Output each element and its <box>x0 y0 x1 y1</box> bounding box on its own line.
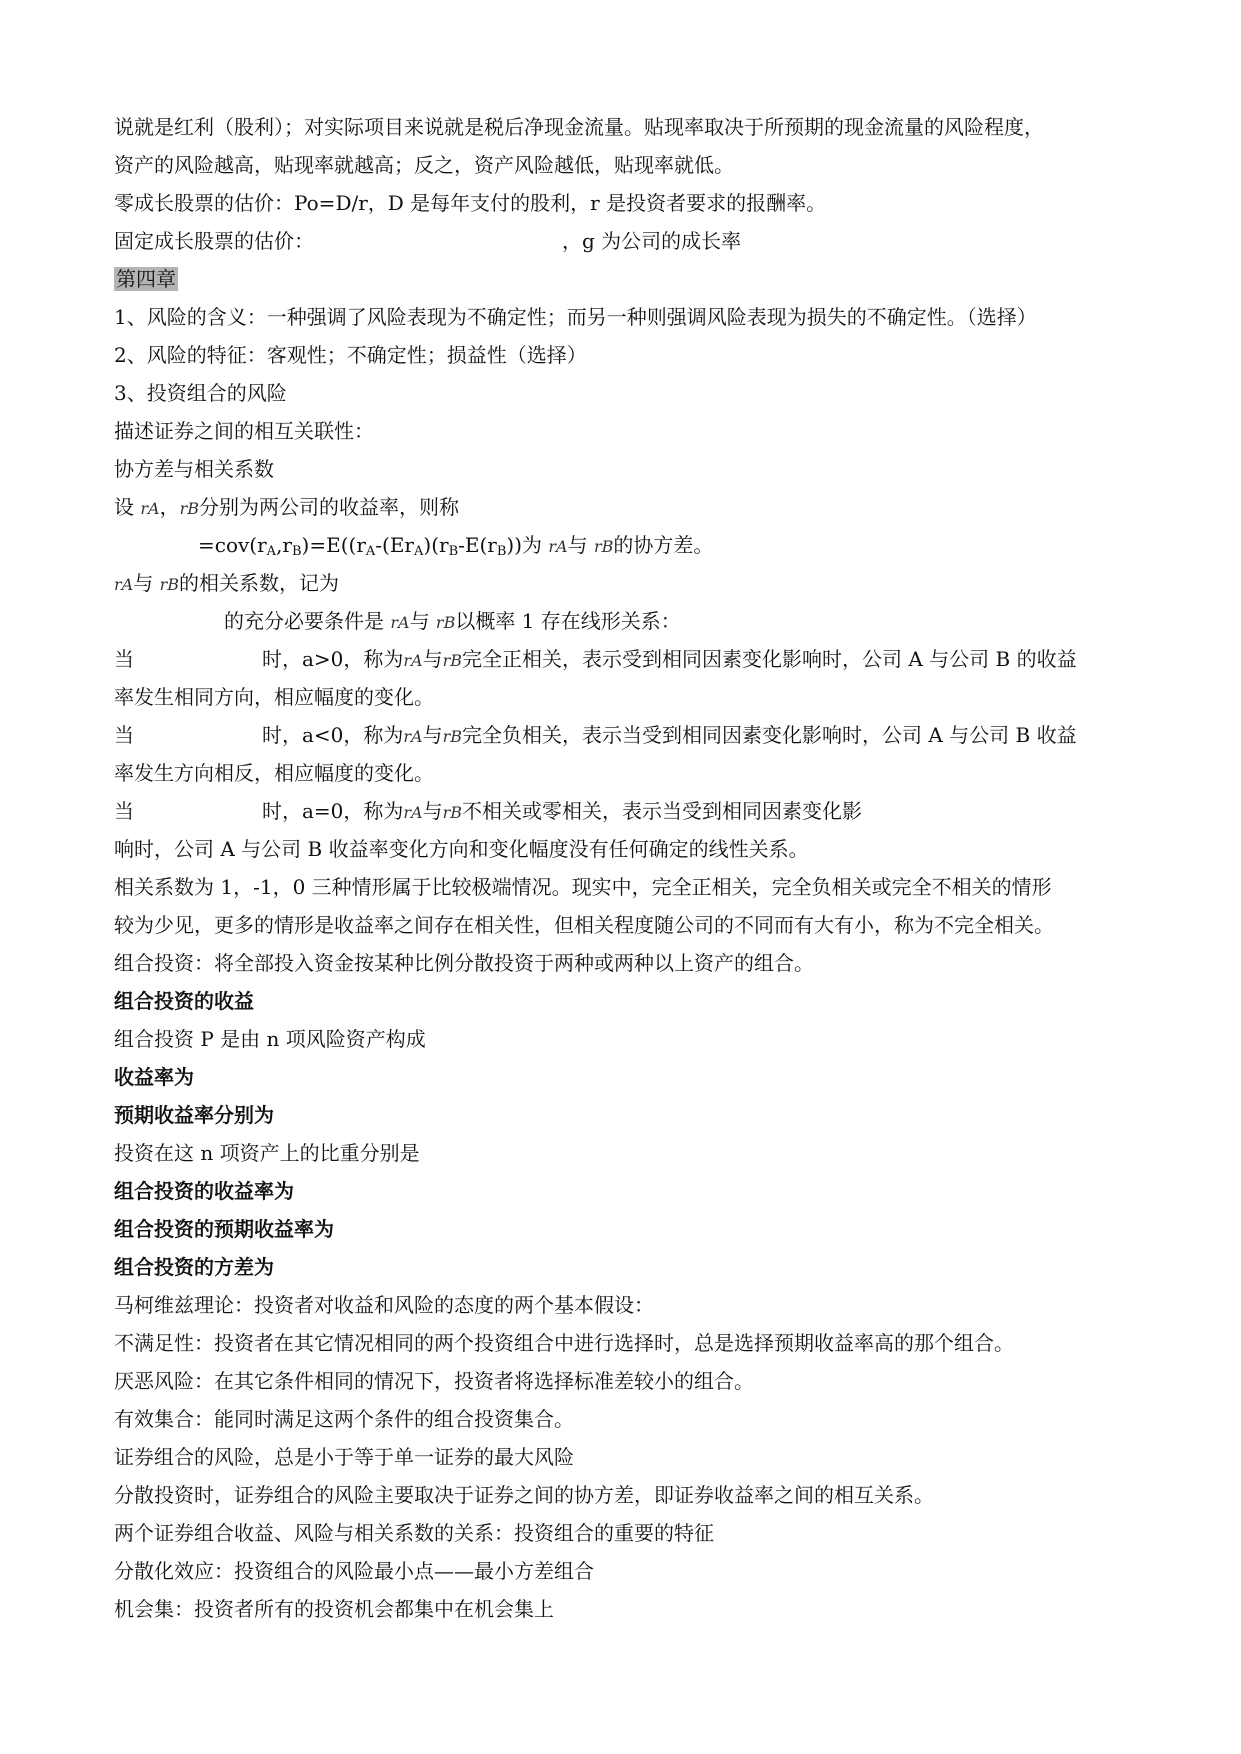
text-segment: 与 <box>422 723 443 747</box>
symbol-rA: rA <box>114 575 134 594</box>
text-segment: 与 <box>567 533 588 557</box>
text-segment: ， <box>159 495 180 519</box>
chapter-heading <box>114 266 178 292</box>
bold-line: 组合投资的预期收益率为 <box>114 1217 334 1241</box>
text-line: 说就是红利（股利）；对实际项目来说就是税后净现金流量。贴现率取决于所预期的现金流量的风险程度， <box>114 115 1044 139</box>
text-segment: 当 <box>114 799 134 823</box>
symbol-rA: rA <box>390 613 410 632</box>
symbol-rB: rB <box>442 803 463 822</box>
text-segment: 的相关系数，记为 <box>178 571 339 595</box>
subscript: A <box>365 544 376 559</box>
text-line: 投资在这 n 项资产上的比重分别是 <box>114 1141 420 1165</box>
formula-part: =cov(r <box>198 533 267 557</box>
symbol-rB: rB <box>435 613 456 632</box>
text-line-zero-corr <box>114 798 862 826</box>
text-segment: 与 <box>422 799 443 823</box>
formula-part: -E(r <box>458 533 497 557</box>
symbol-rB: rB <box>442 727 463 746</box>
text-line: 率发生方向相反，相应幅度的变化。 <box>114 761 434 785</box>
text-line: 2、风险的特征：客观性；不确定性；损益性（选择） <box>114 343 587 367</box>
text-line-negative-corr <box>114 722 1077 750</box>
section-heading: 组合投资的收益 <box>114 989 254 1013</box>
formula-part: )=E((r <box>301 533 366 557</box>
formula-part: ))为 <box>506 533 543 557</box>
bold-line: 组合投资的方差为 <box>114 1255 274 1279</box>
symbol-rB: rB <box>593 537 614 556</box>
text-line: 资产的风险越高，贴现率就越高；反之，资产风险越低，贴现率就低。 <box>114 153 734 177</box>
text-segment: 完全正相关，表示受到相同因素变化影响时，公司 A 与公司 B 的收益 <box>462 647 1077 671</box>
subscript: A <box>414 544 424 559</box>
text-line: 分散投资时，证券组合的风险主要取决于证券之间的协方差，即证券收益率之间的相互关系。 <box>114 1483 934 1507</box>
subscript: B <box>496 544 507 559</box>
text-line: 分散化效应：投资组合的风险最小点——最小方差组合 <box>114 1559 594 1583</box>
symbol-rB: rB <box>179 499 199 518</box>
subscript: B <box>291 544 302 559</box>
text-segment: 时，a>0，称为 <box>262 647 404 671</box>
symbol-rA: rA <box>403 651 423 670</box>
symbol-rA: rA <box>140 499 160 518</box>
text-line: 较为少见，更多的情形是收益率之间存在相关性，但相关程度随公司的不同而有大有小，称为不完全相关。 <box>114 913 1054 937</box>
bold-line: 预期收益率分别为 <box>114 1103 274 1127</box>
bold-line: 收益率为 <box>114 1065 194 1089</box>
text-segment: 的充分必要条件是 <box>224 609 384 633</box>
text-segment: 固定成长股票的估价： <box>114 229 314 253</box>
text-segment: 与 <box>422 647 443 671</box>
text-line-condition <box>224 608 681 636</box>
text-line-correlation <box>114 570 339 598</box>
symbol-rA: rA <box>548 537 568 556</box>
text-segment: 以概率 1 存在线形关系： <box>455 609 681 633</box>
covariance-formula <box>198 532 713 565</box>
subscript: B <box>448 544 459 559</box>
text-line: 响时，公司 A 与公司 B 收益率变化方向和变化幅度没有任何确定的线性关系。 <box>114 837 809 861</box>
text-line: 相关系数为 1，-1，0 三种情形属于比较极端情况。现实中，完全正相关，完全负相关或完全不相关的情形 <box>114 875 1052 899</box>
text-segment: 时，a<0，称为 <box>262 723 404 747</box>
text-segment: 当 <box>114 647 134 671</box>
text-segment: 当 <box>114 723 134 747</box>
text-segment: 完全负相关，表示当受到相同因素变化影响时，公司 A 与公司 B 收益 <box>462 723 1077 747</box>
text-line: 有效集合：能同时满足这两个条件的组合投资集合。 <box>114 1407 574 1431</box>
text-line-positive-corr <box>114 646 1077 674</box>
text-line: 厌恶风险：在其它条件相同的情况下，投资者将选择标准差较小的组合。 <box>114 1369 754 1393</box>
text-line-constant-growth <box>114 228 741 254</box>
text-line: 两个证券组合收益、风险与相关系数的关系：投资组合的重要的特征 <box>114 1521 714 1545</box>
text-line: 组合投资 P 是由 n 项风险资产构成 <box>114 1027 426 1051</box>
text-segment: 分别为两公司的收益率，则称 <box>198 495 459 519</box>
text-line: 3、投资组合的风险 <box>114 381 287 405</box>
text-segment: 不相关或零相关，表示当受到相同因素变化影 <box>462 799 863 823</box>
symbol-rA: rA <box>403 727 423 746</box>
text-line: 机会集：投资者所有的投资机会都集中在机会集上 <box>114 1597 554 1621</box>
text-line: 马柯维兹理论：投资者对收益和风险的态度的两个基本假设： <box>114 1293 654 1317</box>
formula-part: )(r <box>423 533 449 557</box>
chapter-label: 第四章 <box>116 267 176 291</box>
text-segment: ，g 为公司的成长率 <box>562 229 742 253</box>
text-line: 零成长股票的估价：Po=D/r，D 是每年支付的股利，r 是投资者要求的报酬率。 <box>114 191 827 215</box>
text-line-returns <box>114 494 459 522</box>
text-line: 描述证券之间的相互关联性： <box>114 419 374 443</box>
text-line: 证券组合的风险，总是小于等于单一证券的最大风险 <box>114 1445 574 1469</box>
text-line: 1、风险的含义：一种强调了风险表现为不确定性；而另一种则强调风险表现为损失的不确定性。（选择） <box>114 305 1037 329</box>
formula-part: ,r <box>276 533 292 557</box>
text-line: 组合投资：将全部投入资金按某种比例分散投资于两种或两种以上资产的组合。 <box>114 951 814 975</box>
formula-part: -(Er <box>375 533 414 557</box>
text-segment: 与 <box>409 609 430 633</box>
symbol-rB: rB <box>159 575 179 594</box>
bold-line: 组合投资的收益率为 <box>114 1179 294 1203</box>
text-line: 率发生相同方向，相应幅度的变化。 <box>114 685 434 709</box>
subscript: A <box>266 544 277 559</box>
text-segment: 时，a=0，称为 <box>262 799 404 823</box>
text-segment: 与 <box>133 571 154 595</box>
text-segment: 的协方差。 <box>613 533 714 557</box>
text-segment: 设 <box>114 495 134 519</box>
text-line: 协方差与相关系数 <box>114 457 274 481</box>
symbol-rA: rA <box>403 803 423 822</box>
text-line: 不满足性：投资者在其它情况相同的两个投资组合中进行选择时，总是选择预期收益率高的那个组合。 <box>114 1331 1014 1355</box>
symbol-rB: rB <box>442 651 463 670</box>
